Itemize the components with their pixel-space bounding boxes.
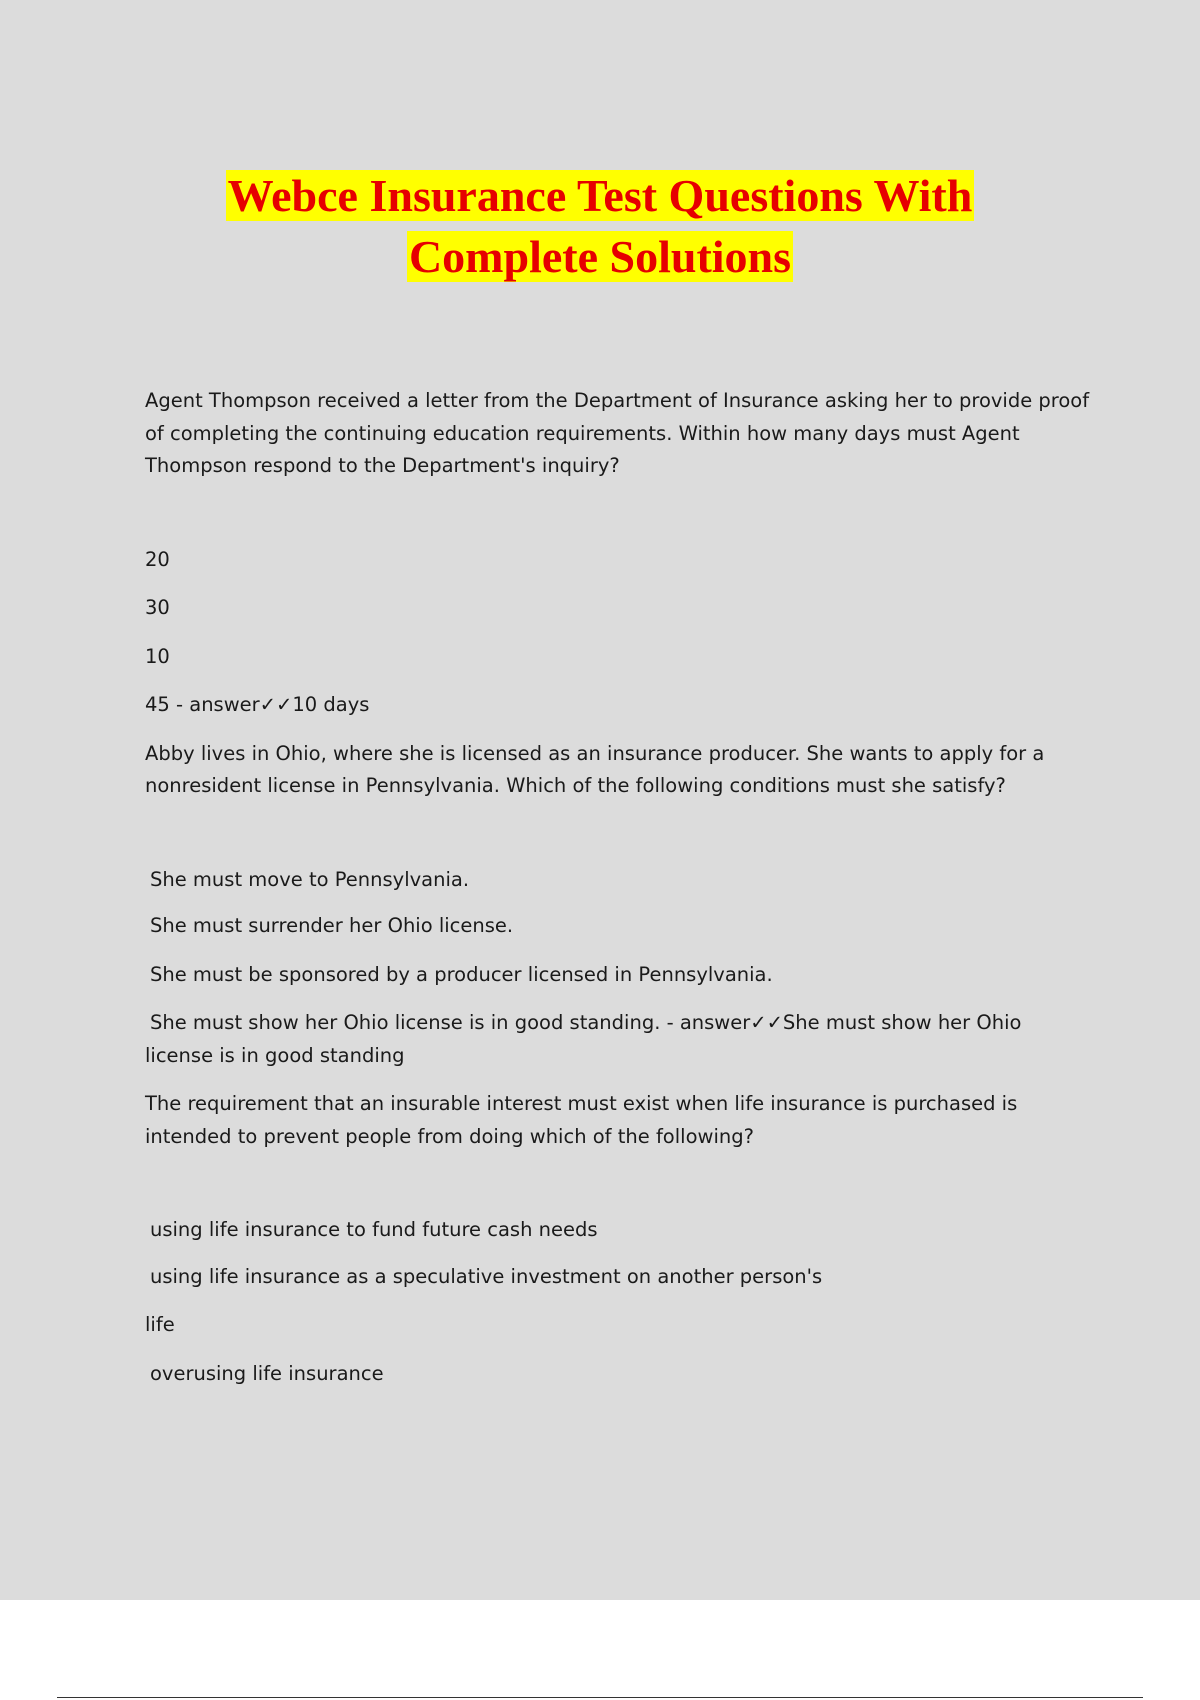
answer-option: overusing life insurance: [150, 1361, 384, 1385]
answer-option: 20: [145, 547, 170, 571]
answer-option: using life insurance to fund future cash needs: [150, 1218, 598, 1241]
answer-option: She must move to Pennsylvania.: [150, 867, 470, 891]
answer-option: 45 - answer✓✓10 days: [145, 693, 370, 716]
answer-option: 10: [145, 644, 170, 668]
title-line-1: Webce Insurance Test Questions With: [227, 170, 973, 221]
question-text: Agent Thompson received a letter from the Department of Insurance asking her to provide proof of completing the continuing education requirements. Within how many days must Agent Thompson respond to the Department's inquiry?: [145, 389, 1090, 477]
answer-option: using life insurance as a speculative investment on another person's: [150, 1264, 823, 1288]
footer: [0, 1600, 1200, 1700]
answer-option: 30: [145, 596, 170, 619]
document-body: [145, 385, 1095, 1390]
answer-option: She must show her Ohio license is in good standing. - answer✓✓She must show her Ohio license is in good standing: [145, 1011, 1022, 1067]
answer-option: She must surrender her Ohio license.: [150, 914, 514, 937]
document-title: [0, 165, 1200, 287]
footer-divider: [57, 1697, 1143, 1698]
answer-option: She must be sponsored by a producer licensed in Pennsylvania.: [150, 962, 773, 986]
question-text: Abby lives in Ohio, where she is licensed as an insurance producer. She wants to apply for a nonresident license in Pennsylvania. Which of the following conditions must she satisfy?: [145, 741, 1045, 797]
question-text: The requirement that an insurable interest must exist when life insurance is purchased is intended to prevent people from doing which of the following?: [145, 1092, 1018, 1148]
title-line-2: Complete Solutions: [408, 231, 792, 282]
answer-option: life: [145, 1313, 175, 1336]
